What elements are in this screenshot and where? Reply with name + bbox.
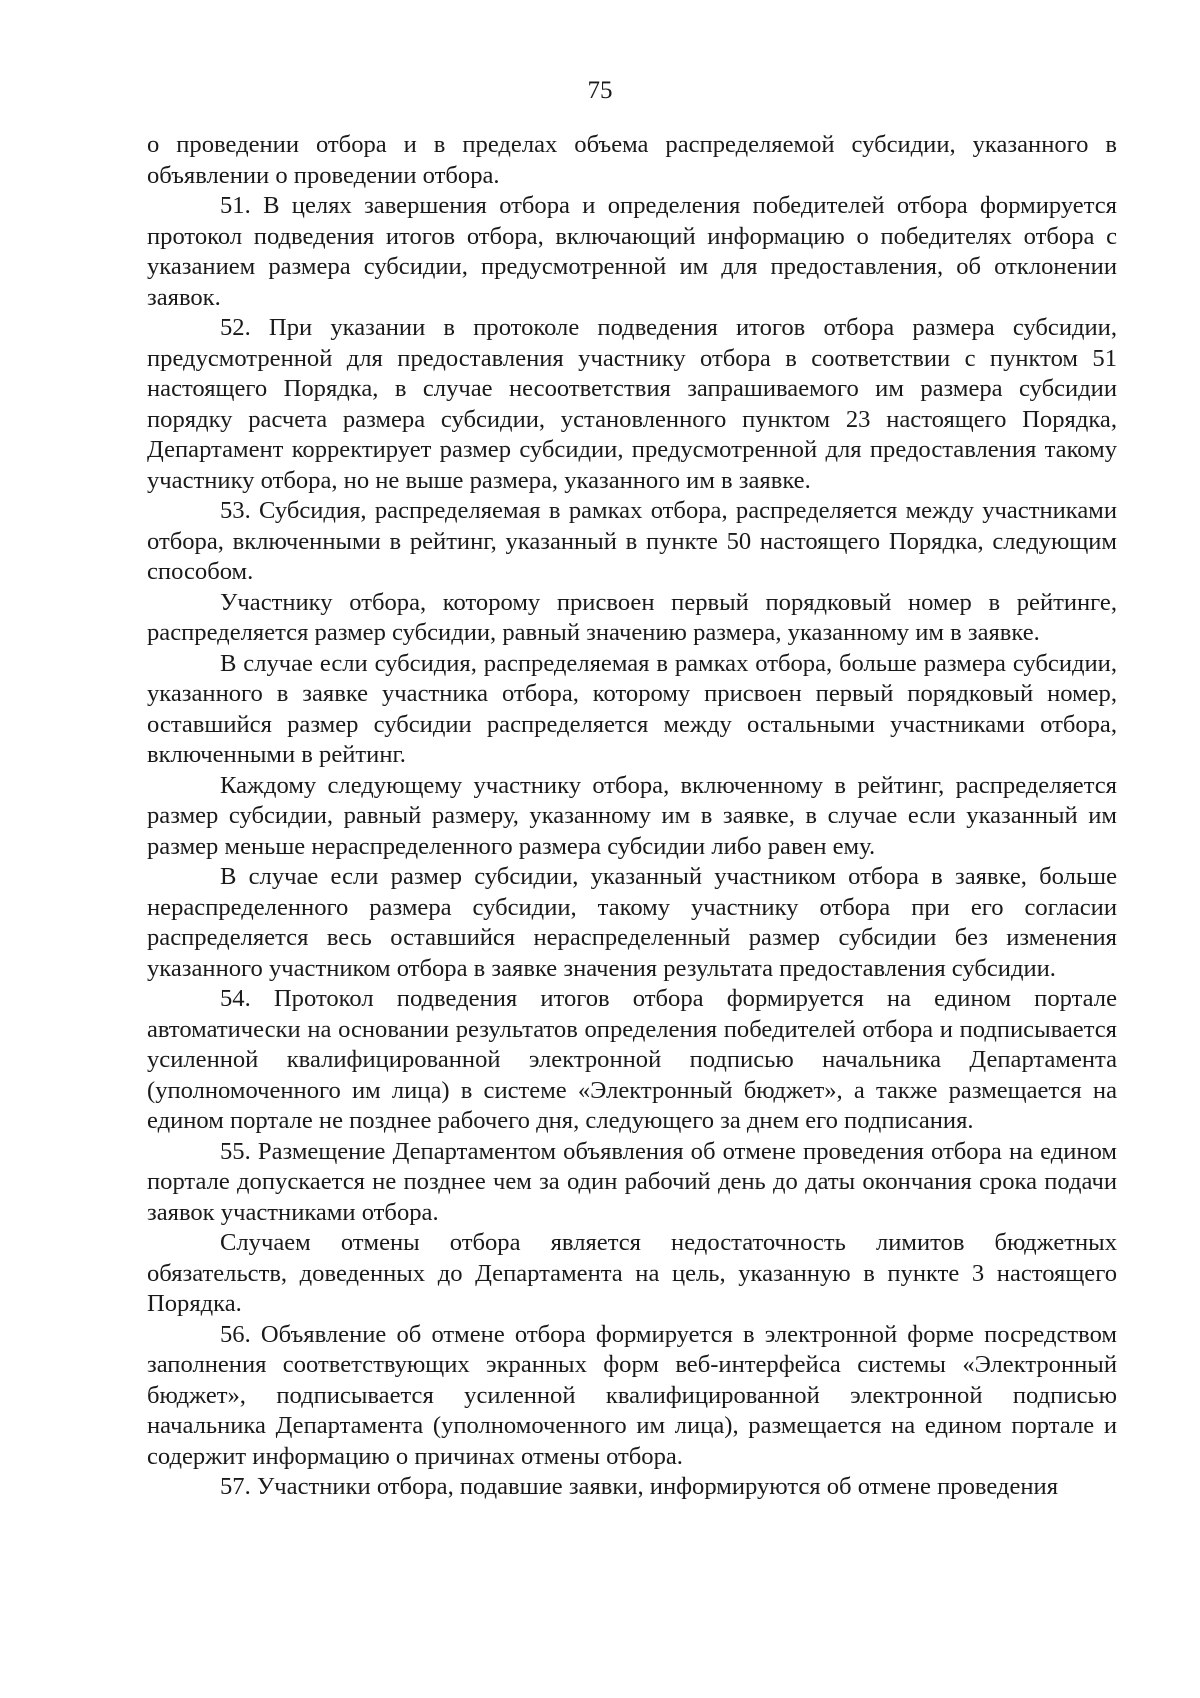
paragraph: Участнику отбора, которому присвоен первый порядковый номер в рейтинге, распределяется размер субсидии, равный значению размера, указанному им в заявке. [147, 588, 1117, 646]
document-body [147, 130, 1117, 1503]
paragraph: 55. Размещение Департаментом объявления об отмене проведения отбора на едином портале допускается не позднее чем за один рабочий день до даты окончания срока подачи заявок участниками отбора. [147, 1137, 1117, 1226]
paragraph: 54. Протокол подведения итогов отбора формируется на едином портале автоматически на основании результатов определения победителей отбора и подписывается усиленной квалифицированной электронной подписью начальника Департамента (уполномоченного им лица) в системе «Электронный бюджет», а также размещается на едином портале не позднее рабочего дня, следующего за днем его подписания. [147, 985, 1117, 1134]
paragraph: 51. В целях завершения отбора и определения победителей отбора формируется протокол подведения итогов отбора, включающий информацию о победителях отбора с указанием размера субсидии, предусмотренной им для предоставления, об отклонении заявок. [147, 192, 1117, 311]
paragraph: Каждому следующему участнику отбора, включенному в рейтинг, распределяется размер субсидии, равный размеру, указанному им в заявке, в случае если указанный им размер меньше нераспределенного размера субсидии либо равен ему. [147, 771, 1117, 860]
paragraph: 52. При указании в протоколе подведения итогов отбора размера субсидии, предусмотренной для предоставления участнику отбора в соответствии с пунктом 51 настоящего Порядка, в случае несоответствия запрашиваемого им размера субсидии порядку расчета размера субсидии, установленного пунктом 23 настоящего Порядка, Департамент корректирует размер субсидии, предусмотренной для предоставления такому участнику отбора, но не выше размера, указанного им в заявке. [147, 314, 1117, 494]
paragraph: 57. Участники отбора, подавшие заявки, информируются об отмене проведения [220, 1473, 1059, 1500]
paragraph: о проведении отбора и в пределах объема распределяемой субсидии, указанного в объявлении о проведении отбора. [147, 131, 1117, 189]
paragraph: В случае если размер субсидии, указанный участником отбора в заявке, больше нераспределенного размера субсидии, такому участнику отбора при его согласии распределяется весь оставшийся нераспределенный размер субсидии без изменения указанного участником отбора в заявке значения результата предоставления субсидии. [147, 863, 1117, 982]
paragraph: Случаем отмены отбора является недостаточность лимитов бюджетных обязательств, доведенных до Департамента на цель, указанную в пункте 3 настоящего Порядка. [147, 1229, 1117, 1317]
paragraph: В случае если субсидия, распределяемая в рамках отбора, больше размера субсидии, указанного в заявке участника отбора, которому присвоен первый порядковый номер, оставшийся размер субсидии распределяется между остальными участниками отбора, включенными в рейтинг. [147, 649, 1117, 768]
paragraph: 53. Субсидия, распределяемая в рамках отбора, распределяется между участниками отбора, включенными в рейтинг, указанный в пункте 50 настоящего Порядка, следующим способом. [147, 497, 1117, 585]
page-number: 75 [587, 77, 613, 104]
paragraph: 56. Объявление об отмене отбора формируется в электронной форме посредством заполнения соответствующих экранных форм веб-интерфейса системы «Электронный бюджет», подписывается усиленной квалифицированной электронной подписью начальника Департамента (уполномоченного им лица), размещается на едином портале и содержит информацию о причинах отмены отбора. [147, 1320, 1117, 1470]
